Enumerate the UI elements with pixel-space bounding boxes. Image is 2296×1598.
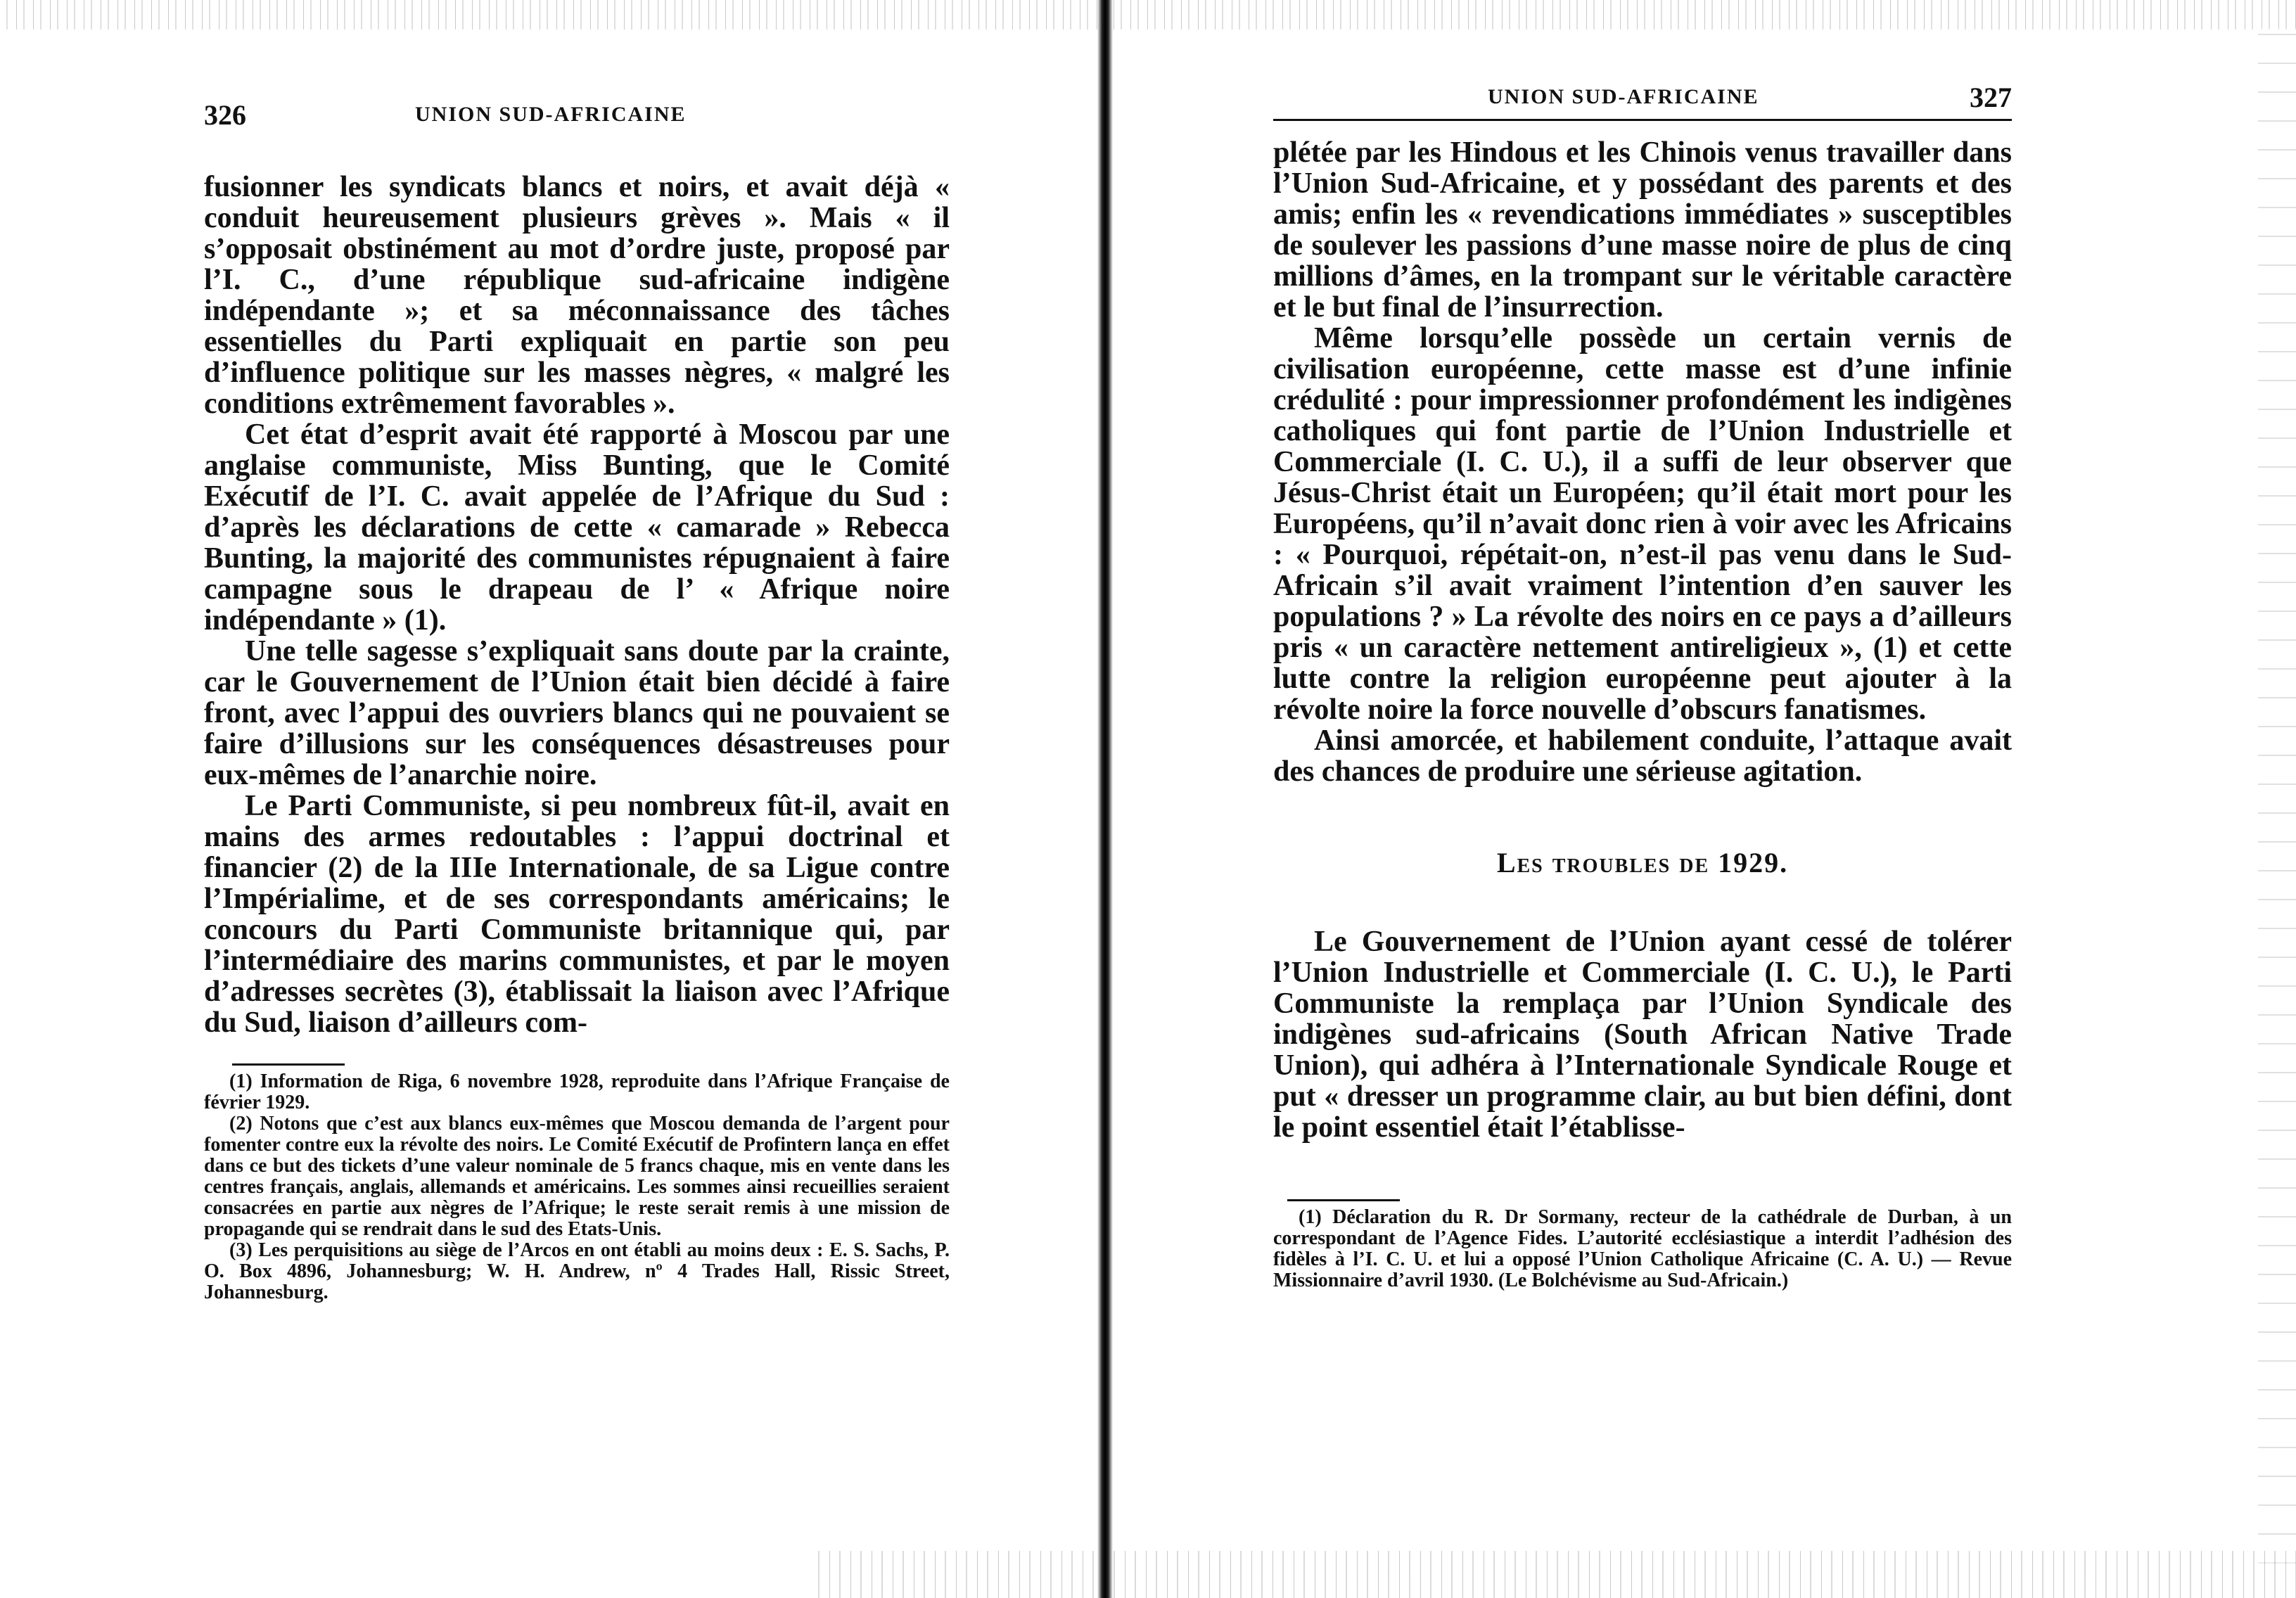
paragraph: Le Parti Communiste, si peu nombreux fût-il, avait en mains des armes redoutables : l’appui doctrinal et financier (2) de la IIIe Internationale, de sa Ligue contre l’Impérialime, et de ses correspondants américains; le concours du Parti Communiste britannique qui, par l’intermédiaire des marins communistes, et par le moyen d’adresses secrètes (3), établissait la liaison avec l’Afrique du Sud, liaison d’ailleurs com- bbox=[204, 790, 950, 1039]
right-page-header bbox=[1273, 81, 2012, 137]
section-title: Les troubles de 1929. bbox=[1496, 847, 1789, 878]
page-number: 326 bbox=[204, 99, 246, 131]
paragraph: Cet état d’esprit avait été rapporté à Moscou par une anglaise communiste, Miss Bunting, que le Comité Exécutif de l’I. C. avait appelée de l’Afrique du Sud : d’après les déclarations de cette « camarade » Rebecca Bunting, la majorité des communistes répugnaient à faire campagne sous le drapeau de l’ « Afrique noire indépendante » (1). bbox=[204, 418, 950, 637]
right-footnotes bbox=[1273, 1207, 2012, 1291]
right-page-body bbox=[1273, 137, 2012, 1143]
paragraph: Une telle sagesse s’expliquait sans doute par la crainte, car le Gouvernement de l’Union était bien décidé à faire front, avec l’appui des ouvriers blancs qui ne pouvaient se faire d’illusions sur les conséquences désastreuses pour eux-mêmes de l’anarchie noire. bbox=[204, 635, 950, 791]
footnote: (1) Déclaration du R. Dr Sormany, recteur de la cathédrale de Durban, à un correspondant de l’Agence Fides. L’autorité ecclésiastique a interdit l’adhésion des fidèles à l’I. C. U. et lui a opposé l’Union Catholique Africaine (C. A. U.) — Revue Missionnaire d’avril 1930. (Le Bolchévisme au Sud-Africain.) bbox=[1273, 1206, 2012, 1291]
left-footnotes bbox=[204, 1071, 950, 1303]
footnote-rule bbox=[1287, 1199, 1400, 1201]
paragraph: Même lorsqu’elle possède un certain vernis de civilisation européenne, cette masse est d’une infinie crédulité : pour impressionner profondément les indigènes catholiques qui font partie de l’Union Industrielle et Commerciale (I. C. U.), il a suffi de leur observer que Jésus-Christ était un Européen; qu’il était mort pour les Européens, qu’il n’avait donc rien à voir avec les Africains : « Pourquoi, répétait-on, n’est-il pas venu dans le Sud-Africain s’il avait vraiment l’intention d’en sauver les populations ? » La révolte des noirs en ce pays a d’ailleurs pris « un caractère nettement antireligieux », (1) et cette lutte contre la religion européenne peut ajouter à la révolte noire la force nouvelle d’obscurs fanatismes. bbox=[1273, 322, 2012, 726]
running-head: UNION SUD-AFRICAINE bbox=[415, 103, 687, 126]
running-head: UNION SUD-AFRICAINE bbox=[1488, 85, 1759, 108]
footnote: (3) Les perquisitions au siège de l’Arcos en ont établi au moins deux : E. S. Sachs, P. O. Box 4896, Johannesburg; W. H. Andrew, nº 4 Trades Hall, Rissic Street, Johannesburg. bbox=[204, 1239, 950, 1303]
header-rule bbox=[1273, 119, 2012, 121]
page-number: 327 bbox=[1970, 82, 2012, 113]
footnote-rule bbox=[232, 1063, 345, 1066]
book-spine-gutter bbox=[1097, 0, 1113, 1598]
paragraph: fusionner les syndicats blancs et noirs, et avait déjà « conduit heureusement plusieurs grèves ». Mais « il s’opposait obstinément au mot d’ordre juste, proposé par l’I. C., d’une république sud-africaine indigène indépendante »; et sa méconnaissance des tâches essentielles du Parti expliquait en partie son peu d’influence politique sur les masses nègres, « malgré les conditions extrêmement favorables ». bbox=[204, 171, 950, 420]
left-page bbox=[204, 0, 950, 1598]
paragraph: Ainsi amorcée, et habilement conduite, l’attaque avait des chances de produire une sérieuse agitation. bbox=[1273, 724, 2012, 788]
footnote: (1) Information de Riga, 6 novembre 1928, reproduite dans l’Afrique Française de février 1929. bbox=[204, 1070, 950, 1113]
left-page-body bbox=[204, 172, 950, 1038]
paragraph: plétée par les Hindous et les Chinois venus travailler dans l’Union Sud-Africaine, et y possédant des parents et des amis; enfin les « revendications immédiates » susceptibles de soulever les passions d’une masse noire de plus de cinq millions d’âmes, en la trompant sur le véritable caractère et le but final de l’insurrection. bbox=[1273, 136, 2012, 324]
left-page-header bbox=[204, 98, 950, 155]
paragraph: Le Gouvernement de l’Union ayant cessé de tolérer l’Union Industrielle et Commerciale (I. C. U.), le Parti Communiste la remplaça par l’Union Syndicale des indigènes sud-africains (South African Native Trade Union), qui adhéra à l’Internationale Syndicale Rouge et put « dresser un programme clair, au but bien défini, dont le point essentiel était l’établisse- bbox=[1273, 926, 2012, 1144]
right-page bbox=[1273, 0, 2012, 1598]
scan-noise-right bbox=[2258, 28, 2296, 1575]
footnote: (2) Notons que c’est aux blancs eux-mêmes que Moscou demanda de l’argent pour fomenter contre eux la révolte des noirs. Le Comité Exécutif de Profintern lança en effet dans ce but des tickets d’une valeur nominale de 5 francs chaque, mis en vente dans les centres français, anglais, allemands et américains. Les sommes ainsi recueillies seraient consacrées en partie aux nègres de l’Afrique; le reste serait remis à une mission de propagande qui se rendrait dans le sud des Etats-Unis. bbox=[204, 1113, 950, 1240]
